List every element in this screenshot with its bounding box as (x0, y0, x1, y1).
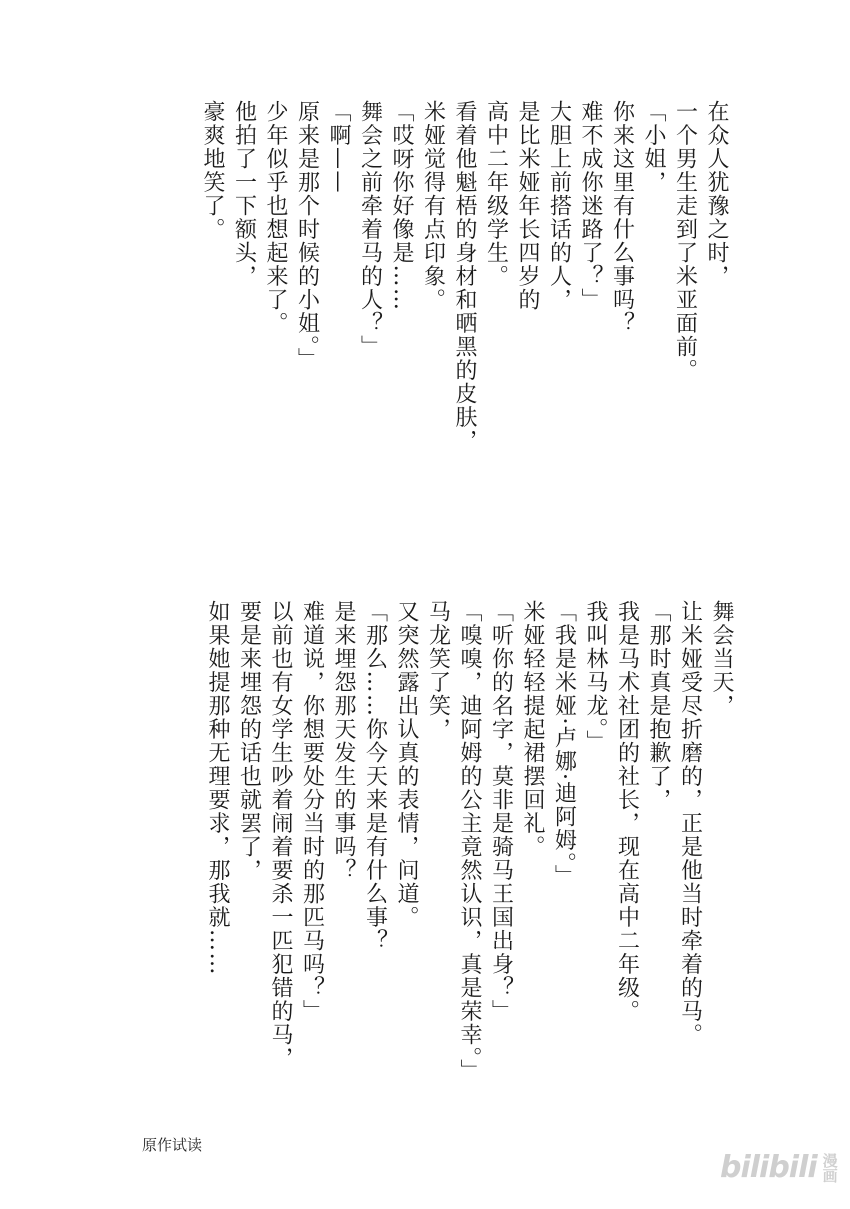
text-block-bottom (202, 600, 738, 1083)
text-line: 豪爽地笑了。 (200, 100, 225, 241)
text-block-top (197, 100, 733, 570)
text-line: 高中二年级学生。 (483, 100, 509, 288)
text-line: 要是来埋怨的话也就罢了， (236, 600, 262, 882)
logo-cn: 漫画 (820, 1152, 839, 1183)
text-line: 一个男生走到了米亚面前。 (672, 100, 698, 382)
footer-label: 原作试读 (142, 1137, 203, 1154)
text-line: 「小姐， (641, 100, 666, 194)
text-line: 米娅觉得有点印象。 (420, 100, 446, 312)
logo-word: bilibili (720, 1150, 817, 1185)
text-line: 「听你的名字，莫非是骑马王国出身？」 (488, 600, 514, 1023)
text-line: 是来埋怨那天发生的事吗？ (331, 600, 356, 882)
text-line: 舞会之前牵着马的人？」 (357, 100, 383, 359)
text-line: 米娅轻轻提起裙摆回礼。 (520, 600, 545, 859)
text-line: 是比米娅年长四岁的 (515, 100, 540, 312)
text-line: 「哎呀你好像是…… (389, 100, 414, 312)
text-line: 如果她提那种无理要求，那我就…… (205, 600, 230, 976)
text-line: 「那么……你今天来是有什么事？ (362, 600, 388, 953)
text-line: 看着他魁梧的身材和晒黑的皮肤， (452, 100, 477, 453)
text-line: 舞会当天， (709, 600, 734, 718)
text-line: 难道说，你想要处分当时的那匹马吗？」 (299, 600, 325, 1023)
text-line: 难不成你迷路了？」 (578, 100, 603, 312)
text-line: 「啊—— (326, 100, 351, 194)
bilibili-manga-logo (720, 1150, 838, 1185)
text-line: 我是马术社团的社长，现在高中二年级。 (614, 600, 640, 1023)
text-line: 原来是那个时候的小姐。」 (294, 100, 320, 371)
text-line: 在众人犹豫之时， (704, 100, 729, 288)
text-line: 以前也有女学生吵着闹着要杀一匹犯错的马， (268, 600, 293, 1070)
text-line: 我叫林马龙。」 (583, 600, 608, 754)
text-line: 大胆上前搭话的人， (546, 100, 572, 312)
text-line: 马龙笑了笑， (425, 600, 451, 741)
text-line: 他拍了一下额头， (231, 100, 257, 288)
text-line: 「那时真是抱歉了， (646, 600, 671, 812)
text-line: 你来这里有什么事吗？ (609, 100, 635, 335)
text-line: 又突然露出认真的表情，问道。 (394, 600, 419, 929)
text-line: 让米娅受尽折磨的，正是他当时牵着的马。 (677, 600, 703, 1047)
text-line: 「我是米娅·卢娜·迪阿姆。」 (551, 600, 577, 888)
text-line: 「嗅嗅，迪阿姆的公主竟然认识，真是荣幸。」 (457, 600, 482, 1083)
text-line: 少年似乎也想起来了。 (263, 100, 288, 335)
